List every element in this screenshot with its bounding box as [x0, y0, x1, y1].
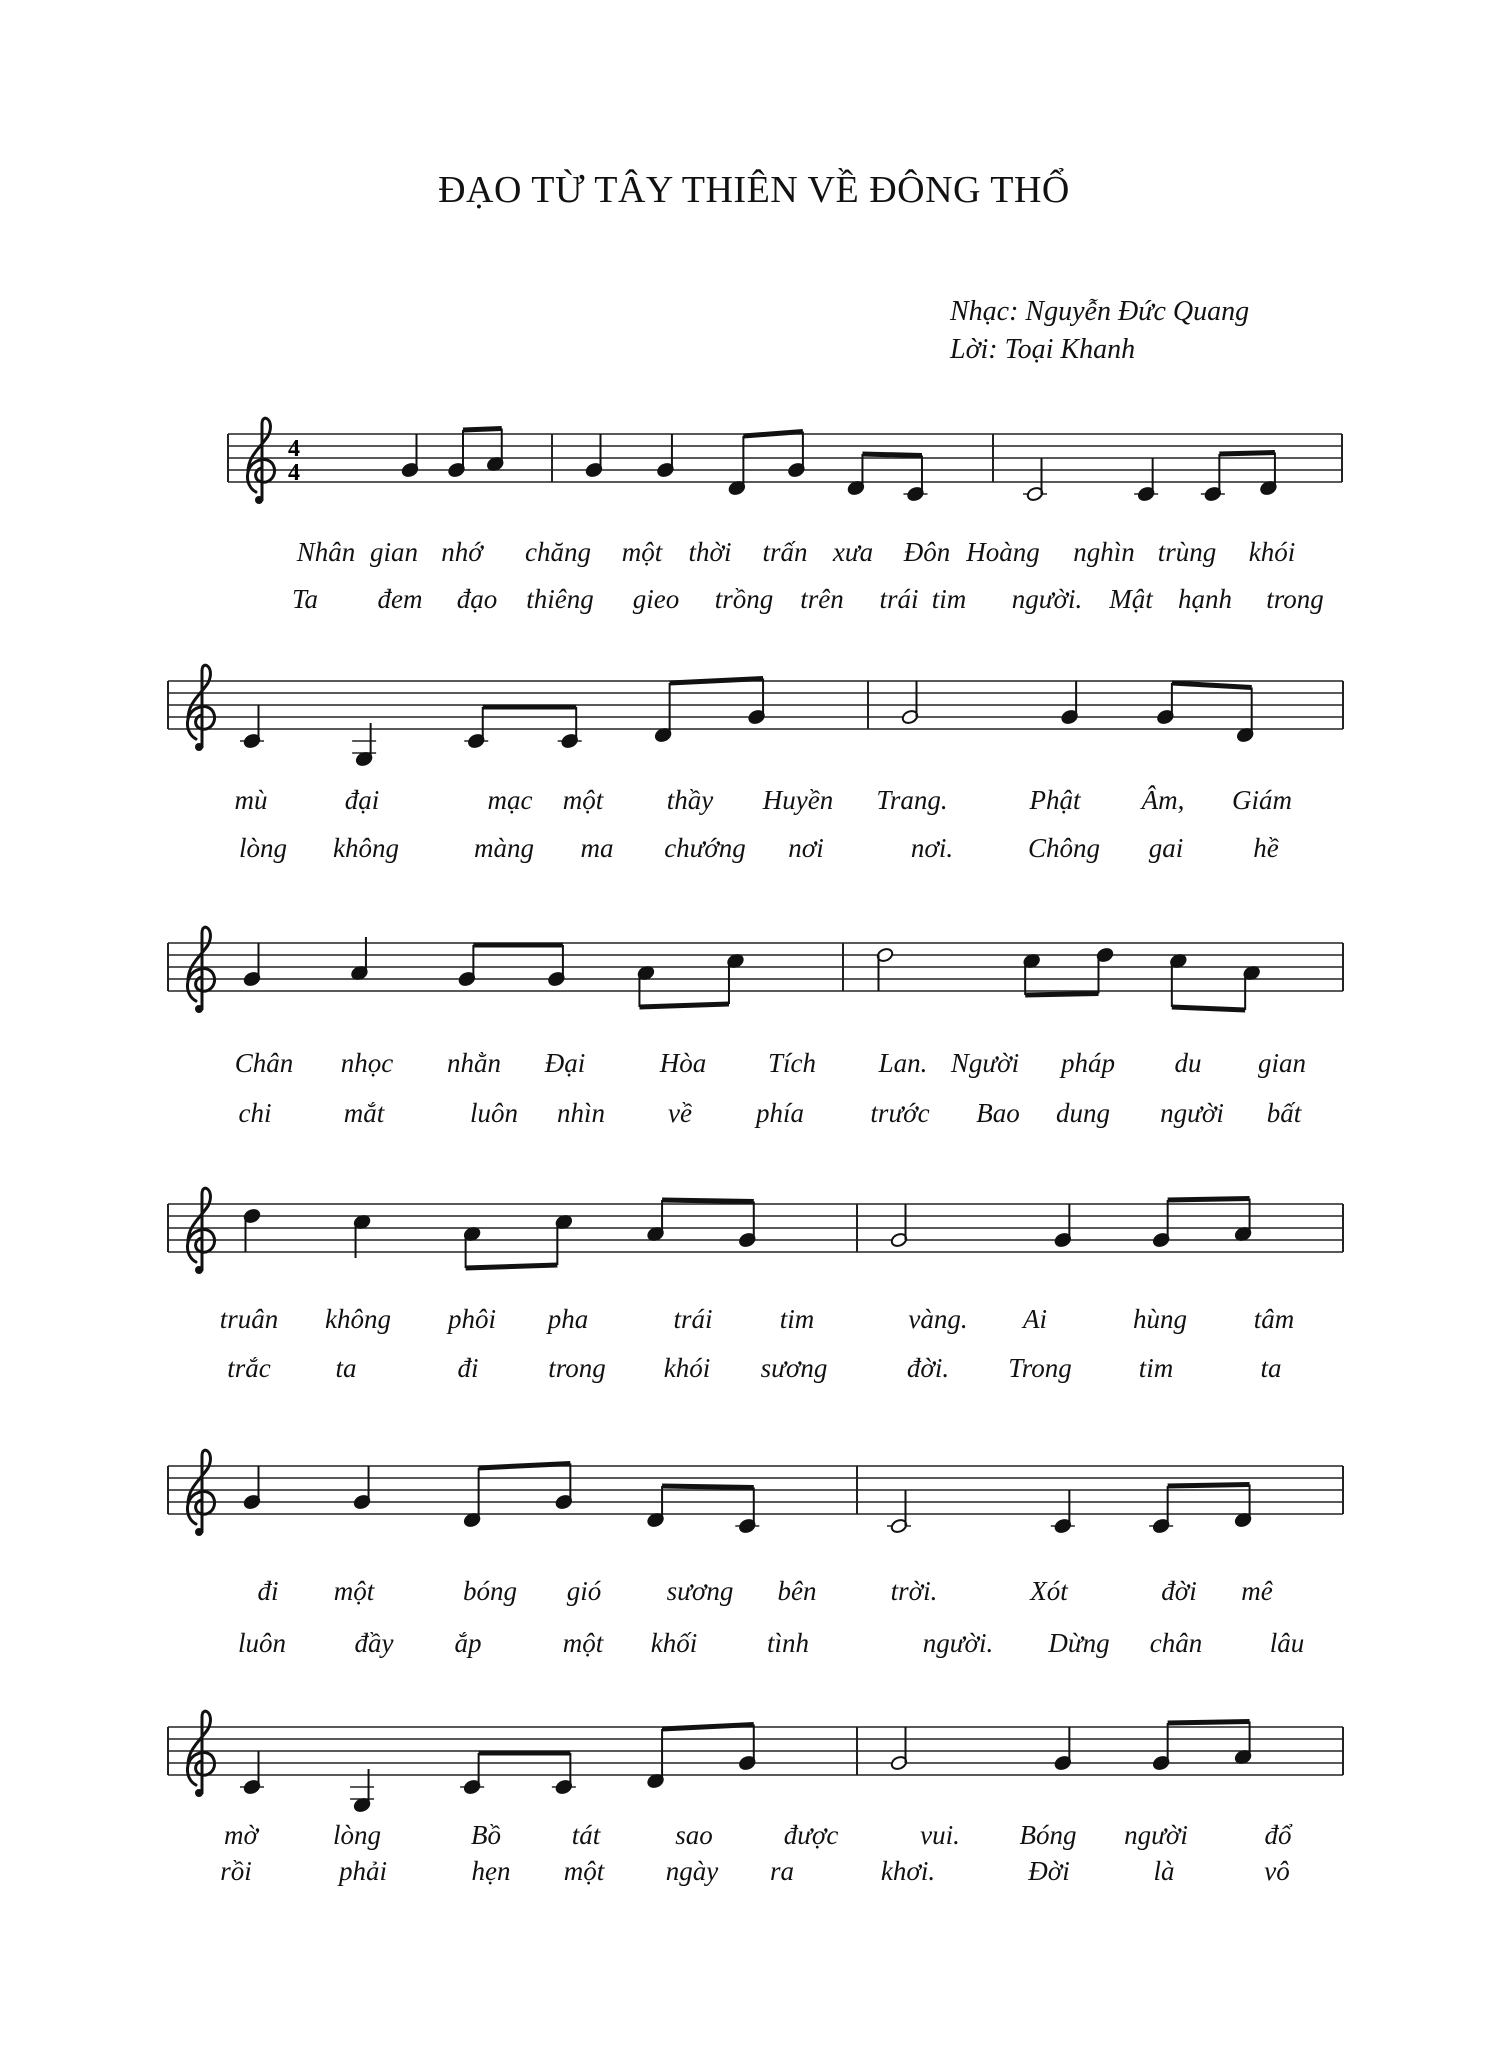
lyric-word: người	[1160, 1098, 1224, 1128]
lyric-word: Hoàng	[966, 537, 1040, 567]
note-beam	[662, 1200, 754, 1202]
lyric-word: trước	[870, 1098, 930, 1128]
lyric-word: tình	[766, 1628, 810, 1658]
lyric-word: một	[562, 1628, 604, 1658]
lyric-word: lòng	[332, 1820, 382, 1850]
note-beam	[743, 432, 803, 437]
lyric-word: thời	[688, 537, 732, 567]
lyric-word: Tích	[767, 1048, 817, 1078]
lyric-word: nhằn	[447, 1048, 501, 1078]
treble-clef-tail	[195, 743, 203, 751]
time-signature-top: 4	[288, 436, 300, 462]
lyric-word: Trang.	[876, 785, 948, 815]
lyric-word: rồi	[220, 1856, 252, 1886]
note-beam	[479, 1464, 571, 1469]
lyric-word: mạc	[487, 785, 533, 815]
treble-clef-icon	[187, 927, 214, 1009]
lyric-word: trùng	[1157, 537, 1217, 567]
time-signature-bottom: 4	[288, 460, 300, 486]
treble-clef-icon	[247, 418, 274, 500]
treble-clef-tail	[255, 496, 263, 504]
lyric-word: chăng	[525, 537, 591, 567]
lyric-word: mắt	[343, 1098, 385, 1128]
lyric-word: đời.	[906, 1353, 950, 1383]
note-beam	[1025, 994, 1098, 996]
lyric-word: người.	[922, 1628, 994, 1658]
lyric-word: Hòa	[659, 1048, 707, 1078]
lyric-word: chân	[1149, 1628, 1203, 1658]
lyric-word: Bao	[976, 1098, 1020, 1128]
lyric-word: không	[325, 1304, 391, 1334]
lyric-word: gieo	[632, 584, 680, 614]
treble-clef-tail	[195, 1005, 203, 1013]
lyric-word: Giám	[1232, 785, 1292, 815]
lyric-word: luôn	[469, 1098, 519, 1128]
lyric-word: Đại	[544, 1048, 586, 1078]
lyric-word: Dừng	[1048, 1628, 1110, 1658]
lyric-word: lâu	[1269, 1628, 1305, 1658]
lyric-word: trong	[1266, 584, 1324, 614]
lyric-word: tim	[931, 584, 967, 614]
lyric-word: khói	[663, 1353, 711, 1383]
lyric-word: đầy	[354, 1628, 394, 1658]
lyric-word: tâm	[1253, 1304, 1295, 1334]
lyric-word: bất	[1266, 1098, 1302, 1128]
lyric-word: khói	[1248, 537, 1296, 567]
lyric-word: vui.	[920, 1820, 960, 1850]
lyric-word: Xót	[1030, 1576, 1068, 1606]
lyric-word: không	[333, 833, 399, 863]
lyric-word: về	[668, 1098, 692, 1128]
lyric-word: đi	[257, 1576, 279, 1606]
lyric-word: Chông	[1027, 833, 1101, 863]
lyric-word: trời.	[890, 1576, 938, 1606]
lyric-word: một	[562, 785, 604, 815]
song-title: ĐẠO TỪ TÂY THIÊN VỀ ĐÔNG THỔ	[438, 169, 1070, 211]
lyric-word: được	[783, 1820, 839, 1850]
lyric-word: là	[1153, 1856, 1175, 1886]
lyric-word: du	[1174, 1048, 1202, 1078]
lyric-word: mù	[234, 785, 268, 815]
lyric-word: nơi.	[910, 833, 954, 863]
treble-clef-tail	[195, 1528, 203, 1536]
lyric-word: trái	[879, 584, 919, 614]
note-beam	[466, 1265, 558, 1268]
note-beam	[1219, 453, 1275, 455]
lyric-word: Đời	[1028, 1856, 1070, 1886]
lyric-word: ma	[580, 833, 614, 863]
lyric-word: Mật	[1109, 584, 1153, 614]
lyric-word: một	[333, 1576, 375, 1606]
lyric-word: tim	[1138, 1353, 1174, 1383]
lyric-word: khối	[650, 1628, 698, 1658]
note-beam	[662, 1486, 754, 1488]
lyric-word: nơi	[788, 833, 824, 863]
lyric-word: Người	[950, 1048, 1020, 1078]
lyric-word: Nhân	[296, 537, 356, 567]
lyric-word: Trong	[1008, 1353, 1072, 1383]
lyric-word: trên	[800, 584, 844, 614]
lyric-word: bên	[777, 1576, 817, 1606]
lyric-word: tim	[779, 1304, 815, 1334]
lyric-word: thiêng	[526, 584, 594, 614]
lyric-word: gian	[1257, 1048, 1307, 1078]
note-beam	[670, 679, 763, 684]
lyric-word: trồng	[714, 584, 774, 614]
lyric-word: hẹn	[471, 1856, 511, 1886]
lyric-word: vàng.	[908, 1304, 968, 1334]
treble-clef-icon	[187, 665, 214, 747]
lyric-word: Đôn	[903, 537, 951, 567]
note-beam	[1168, 1722, 1250, 1724]
lyric-word: Chân	[234, 1048, 294, 1078]
lyric-word: ta	[335, 1353, 357, 1383]
treble-clef-tail	[195, 1789, 203, 1797]
lyric-word: hùng	[1133, 1304, 1187, 1334]
lyric-word: lòng	[238, 833, 288, 863]
lyric-word: vô	[1264, 1856, 1290, 1886]
music-credit: Nhạc: Nguyễn Đức Quang	[950, 296, 1250, 327]
lyric-word: truân	[219, 1304, 279, 1334]
lyric-word: sương	[760, 1353, 828, 1383]
lyric-word: Lan.	[878, 1048, 928, 1078]
lyric-word: màng	[474, 833, 534, 863]
lyric-word: người.	[1011, 584, 1083, 614]
note-beam	[862, 454, 922, 456]
staff-system-5	[0, 1406, 1508, 1606]
lyric-word: mê	[1241, 1576, 1273, 1606]
lyric-word: đời	[1161, 1576, 1197, 1606]
lyric-word: ắp	[454, 1628, 482, 1658]
lyric-word: nhọc	[340, 1048, 394, 1078]
note-beam	[463, 429, 502, 431]
lyric-word: Ai	[1023, 1304, 1047, 1334]
lyric-word: ra	[769, 1856, 795, 1886]
lyric-word: trắc	[227, 1353, 271, 1383]
lyric-word: Ta	[291, 584, 319, 614]
lyric-word: tát	[571, 1820, 601, 1850]
lyric-word: luôn	[237, 1628, 287, 1658]
lyric-word: hề	[1253, 833, 1279, 863]
note-beam	[639, 1004, 729, 1007]
lyric-word: ta	[1260, 1353, 1282, 1383]
note-beam	[1172, 1007, 1245, 1010]
lyric-word: gian	[369, 537, 419, 567]
lyric-word: hạnh	[1178, 584, 1232, 614]
lyrics-credit: Lời: Toại Khanh	[950, 334, 1136, 365]
lyric-word: gai	[1148, 833, 1184, 863]
note-beam	[662, 1725, 754, 1730]
treble-clef-icon	[187, 1188, 214, 1270]
lyric-word: đạo	[456, 584, 498, 614]
lyric-word: nhìn	[556, 1098, 606, 1128]
lyric-word: chi	[238, 1098, 272, 1128]
lyric-word: sao	[675, 1820, 713, 1850]
note-beam	[1168, 1485, 1250, 1487]
lyric-word: nhớ	[441, 537, 483, 567]
lyric-word: người	[1124, 1820, 1188, 1850]
lyric-word: một	[563, 1856, 605, 1886]
lyric-word: mờ	[224, 1820, 258, 1850]
lyric-word: đổ	[1264, 1820, 1292, 1850]
lyric-word: trong	[548, 1353, 606, 1383]
lyric-word: khơi.	[880, 1856, 936, 1886]
treble-clef-icon	[187, 1711, 214, 1793]
lyric-word: dung	[1056, 1098, 1110, 1128]
treble-clef-tail	[195, 1266, 203, 1274]
lyric-word: phôi	[447, 1304, 497, 1334]
lyric-word: Bồ	[471, 1820, 501, 1850]
note-beam	[1168, 1199, 1250, 1201]
lyric-word: phía	[755, 1098, 805, 1128]
treble-clef-icon	[187, 1450, 214, 1532]
lyric-word: nghìn	[1073, 537, 1135, 567]
lyric-word: thầy	[666, 785, 714, 815]
lyric-word: Âm,	[1141, 785, 1185, 815]
note-beam	[1172, 683, 1252, 688]
lyric-word: trấn	[762, 537, 808, 567]
lyric-word: sương	[666, 1576, 734, 1606]
lyric-word: ngày	[665, 1856, 719, 1886]
lyric-word: phải	[338, 1856, 388, 1886]
lyric-word: xưa	[832, 537, 874, 567]
lyric-word: bóng	[463, 1576, 517, 1606]
lyric-word: đem	[377, 584, 423, 614]
lyric-word: đi	[457, 1353, 479, 1383]
lyric-word: chướng	[664, 833, 746, 863]
lyric-word: gió	[566, 1576, 602, 1606]
lyric-word: Huyền	[762, 785, 834, 815]
lyric-word: Phật	[1029, 785, 1081, 815]
lyric-word: trái	[673, 1304, 713, 1334]
lyric-word: Bóng	[1019, 1820, 1077, 1850]
lyric-word: một	[621, 537, 663, 567]
lyric-word: đại	[344, 785, 380, 815]
lyric-word: pha	[547, 1304, 589, 1334]
lyric-word: pháp	[1061, 1048, 1115, 1078]
